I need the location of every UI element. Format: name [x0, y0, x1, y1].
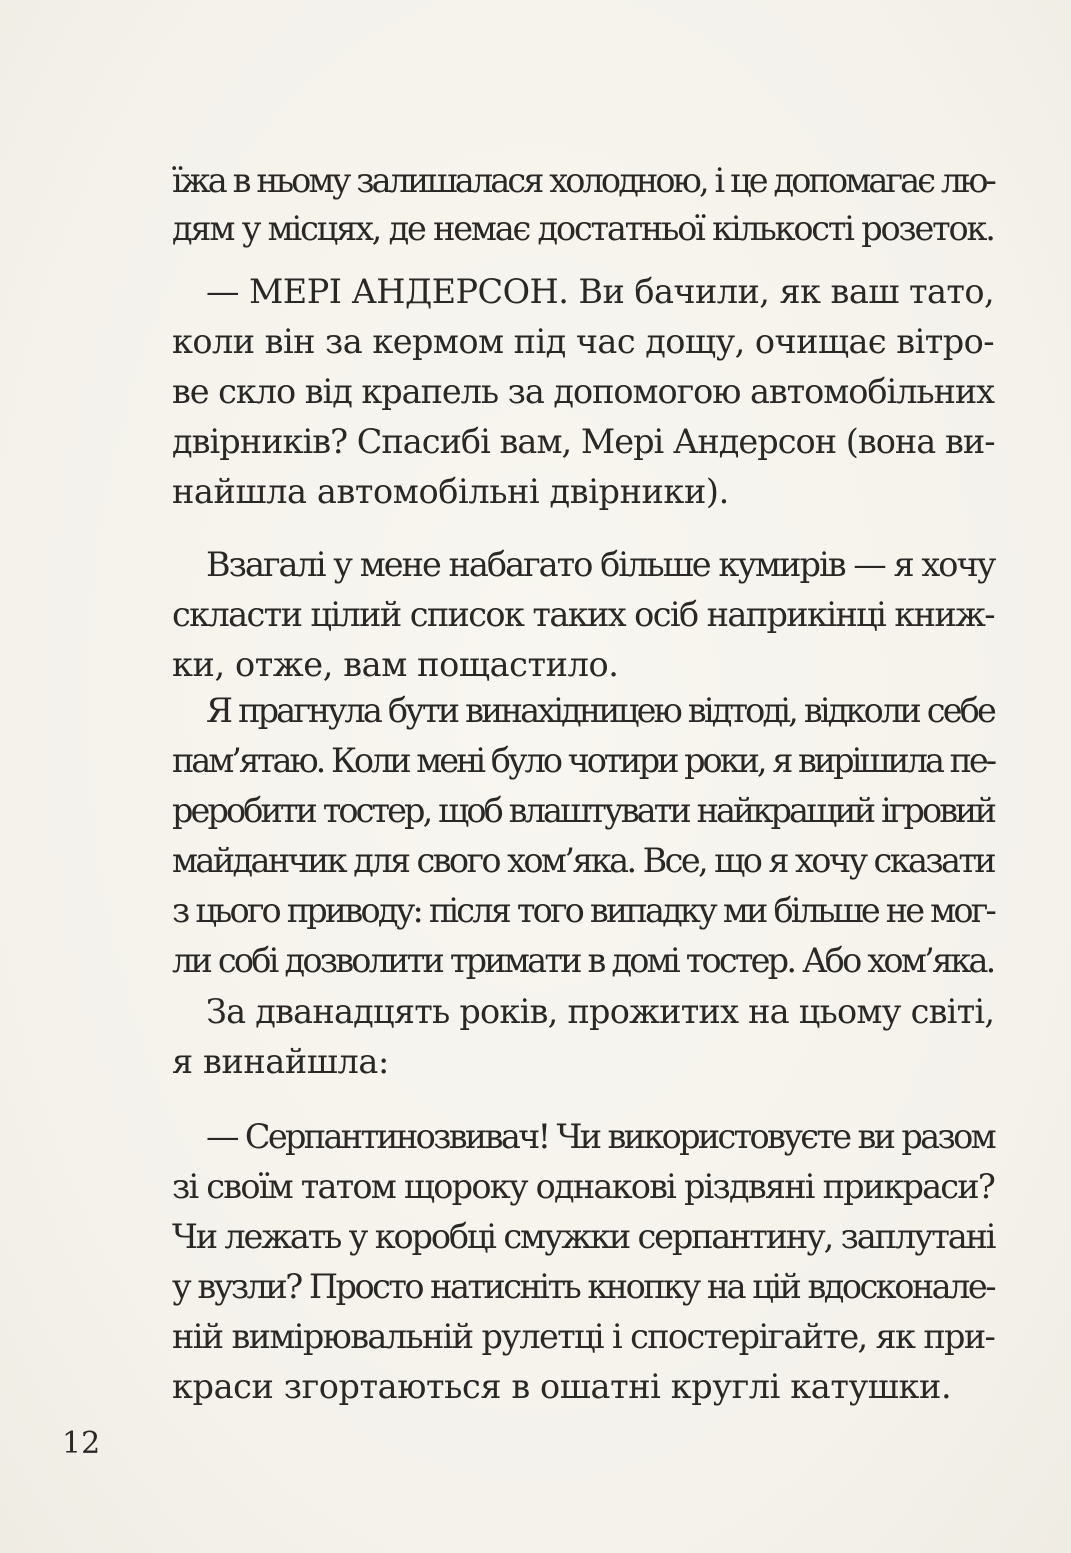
text-line: ній вимірювальній рулетці і спостерігайте, як при- [172, 1317, 995, 1356]
text-line: пам’ятаю. Коли мені було чотири роки, я вирішила пе- [172, 741, 994, 780]
page-number: 12 [62, 1426, 101, 1461]
text-line: найшла автомобільні двірники). [172, 472, 729, 511]
text-line: За дванадцять років, прожитих на цьому світі, [206, 992, 995, 1031]
text-line: двірників? Спасибі вам, Мері Андерсон (вона ви- [172, 422, 995, 461]
text-line: майданчик для свого хом’яка. Все, що я хочу сказати [172, 841, 994, 880]
text-line: зі своїм татом щороку однакові різдвяні прикраси? [172, 1167, 994, 1206]
text-line: — МЕРІ АНДЕРСОН. Ви бачили, як ваш тато, [206, 272, 995, 311]
text-line: Я прагнула бути винахідницею відтоді, відколи себе [206, 691, 994, 730]
text-line: ки, отже, вам пощастило. [172, 645, 619, 684]
text-line: — Серпантинозвивач! Чи використовуєте ви разом [206, 1117, 994, 1156]
text-line: ли собі дозволити тримати в домі тостер. Або хом’яка. [172, 941, 994, 980]
text-line: у вузли? Просто натисніть кнопку на цій вдосконале- [172, 1267, 994, 1306]
text-line: ве скло від крапель за допомогою автомобільних [172, 372, 995, 411]
text-line: з цього приводу: після того випадку ми більше не мог- [172, 891, 994, 930]
text-line: скласти цілий список таких осіб наприкінці книж- [172, 595, 994, 634]
text-line: їжа в ньому залишалася холодною, і це допомагає лю- [172, 161, 994, 200]
text-line: Чи лежать у коробці смужки серпантину, заплутані [172, 1217, 995, 1256]
text-line: реробити тостер, щоб влаштувати найкращий ігровий [172, 791, 994, 830]
text-line: я винайшла: [172, 1042, 389, 1081]
text-line: Взагалі у мене набагато більше кумирів — я хочу [206, 545, 995, 584]
text-line: коли він за кермом під час дощу, очищає вітро- [172, 322, 994, 361]
text-line: краси згортаються в ошатні круглі катушки. [172, 1367, 952, 1406]
text-line: дям у місцях, де немає достатньої кількості розеток. [172, 209, 994, 248]
